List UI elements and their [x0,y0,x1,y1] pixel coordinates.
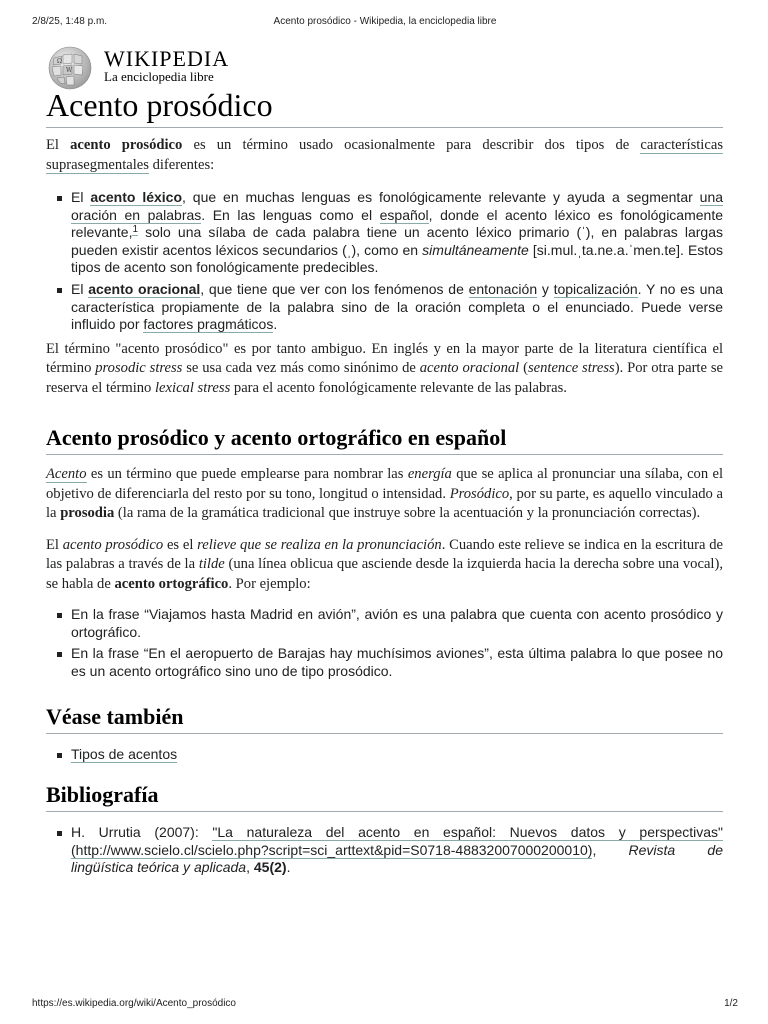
text: El [71,189,91,205]
text: , donde el acento léxico es fonológicamente relevante, [71,206,723,241]
text: , por su parte, es aquello vinculado a la [46,485,723,522]
section1-paragraph-2 [46,536,723,595]
link-espanol[interactable]: español [379,206,429,223]
list-item: En la frase “Viajamos hasta Madrid en avión”, avión es una palabra que cuenta con acento prosódico y ortográfico. [71,606,723,640]
wikipedia-tagline: La enciclopedia libre [104,69,214,84]
footnote-link-1[interactable]: 1 [132,223,139,235]
bold-term: acento prosódico [70,137,183,153]
italic-text: lexical stress [155,379,231,396]
italic-text: acento oracional [419,360,520,377]
italic-text: tilde [198,556,225,573]
text: H. Urrutia (2007): [71,824,213,841]
list-item [71,281,723,334]
print-doc-title: Acento prosódico - Wikipedia, la enciclopedia libre [273,16,497,27]
italic-text: simultáneamente [422,241,529,258]
text: que se aplica al pronunciar una sílaba, con el objetivo de diferenciarla del resto por su tono, longitud o intensidad. [46,466,723,502]
wikipedia-logo[interactable] [44,42,284,90]
print-footer [32,998,738,1012]
text: , que en muchas lenguas es fonológicamente relevante y ayuda a segmentar [182,189,700,205]
list-item: En la frase “En el aeropuerto de Barajas hay muchísimos aviones”, esta última palabra lo que posee no es un acento ortográfico sino uno de tipo prosódico. [71,645,723,680]
text: . [286,859,291,876]
wikipedia-globe-icon [44,44,96,90]
section-heading-vease-tambien: Véase también [46,703,723,734]
text: es un término usado ocasionalmente para describir dos tipos de [182,137,641,153]
text: (la rama de la gramática tradicional que instruye sobre la acentuación y la pronunciación correctas). [114,505,701,522]
italic-text: Prosódico [449,485,510,502]
section-heading-bibliografia: Bibliografía [46,781,723,812]
print-url: https://es.wikipedia.org/wiki/Acento_prosódico [32,998,236,1009]
list-item [71,746,723,764]
text: se usa cada vez más como sinónimo de [182,360,420,377]
text: para el acento fonológicamente relevante de las palabras. [230,379,567,396]
link-topicalizacion[interactable]: topicalización [553,280,638,297]
italic-text: prosodic stress [95,360,183,377]
text: y [537,280,554,297]
journal-name: Revista de lingüística teórica y aplicada [71,841,723,876]
bold-term: prosodia [60,505,115,522]
text: (una línea oblicua que asciende desde la izquierda hacia la derecha sobre una vocal), se habla de [46,556,723,592]
section1-paragraph-1 [46,465,723,524]
article-content [46,86,723,881]
italic-text: sentence stress [527,360,615,377]
text: . En las lenguas como el [201,206,380,223]
italic-text: energía [407,466,452,483]
text: El [71,280,89,297]
text: El [46,536,63,553]
bold-term: acento ortográfico [114,575,229,592]
link-caracteristicas-suprasegmentales[interactable]: características suprasegmentales [46,137,723,173]
text: diferentes: [148,156,215,173]
link-entonacion[interactable]: entonación [468,280,538,297]
text: ( [519,360,528,377]
text: El término "acento prosódico" es por tanto ambiguo. En inglés y en la mayor parte de la literatura científica el término [46,340,723,377]
text: es el [163,536,198,553]
text: . Y no es una característica propiamente de la palabra sino de la oración completa o el enunciado. Puede verse influido por [71,280,724,333]
link-acento[interactable]: Acento [46,466,87,483]
volume: 45(2) [253,859,287,876]
page-number: 1/2 [724,998,738,1009]
italic-text: acento prosódico [62,536,164,553]
svg-text:Ω: Ω [57,58,62,65]
wikipedia-wordmark: WIKIPEDIA [104,46,230,71]
text: ). Por otra parte se reserva el término [46,360,723,396]
print-datetime: 2/8/25, 1:48 p.m. [32,16,108,27]
link-acento-lexico[interactable]: acento léxico [90,189,183,205]
list-item [71,189,723,277]
italic-text: relieve que se realiza en la pronunciación [197,536,442,553]
see-also-list [46,746,723,764]
text: es un término que puede emplearse para nombrar las [86,466,408,483]
section-heading-acento-ortografico: Acento prosódico y acento ortográfico en español [46,424,723,455]
text: solo una sílaba de cada palabra tiene un acento léxico primario (ˈ), en palabras largas pueden existir acentos léxicos secundarios (ˌ), como en [71,224,723,258]
link-reference-title[interactable]: "La naturaleza del acento en español: Nuevos datos y perspectivas" [212,824,723,841]
text: , [246,859,254,876]
examples-list [46,606,723,680]
accent-types-list [46,189,723,334]
intro-paragraph [46,136,723,175]
link-oracion-en-palabras[interactable]: una oración en palabras [71,189,724,223]
link-acento-oracional[interactable]: acento oracional [88,280,201,297]
ambiguity-paragraph [46,340,723,399]
link-reference-url[interactable]: (http://www.scielo.cl/scielo.php?script=sci_arttext&pid=S0718-48832007000200010) [71,841,593,858]
text: . Por ejemplo: [228,575,311,592]
text: El [46,137,71,153]
link-tipos-de-acentos[interactable]: Tipos de acentos [71,745,178,762]
text: [si.mul.ˌta.ne.a.ˈmen.te]. Estos tipos de acento son fonológicamente predecibles. [71,241,723,276]
link-factores-pragmaticos[interactable]: factores pragmáticos [143,316,274,333]
text: , [592,841,629,858]
text: . Cuando este relieve se indica en la escritura de las palabras a través de la [46,536,723,573]
page-title: Acento prosódico [46,86,723,128]
svg-text:W: W [66,67,73,74]
text: , que tiene que ver con los fenómenos de [200,280,469,297]
list-item [71,824,723,877]
text: . [273,316,278,333]
bibliography-list [46,824,723,877]
